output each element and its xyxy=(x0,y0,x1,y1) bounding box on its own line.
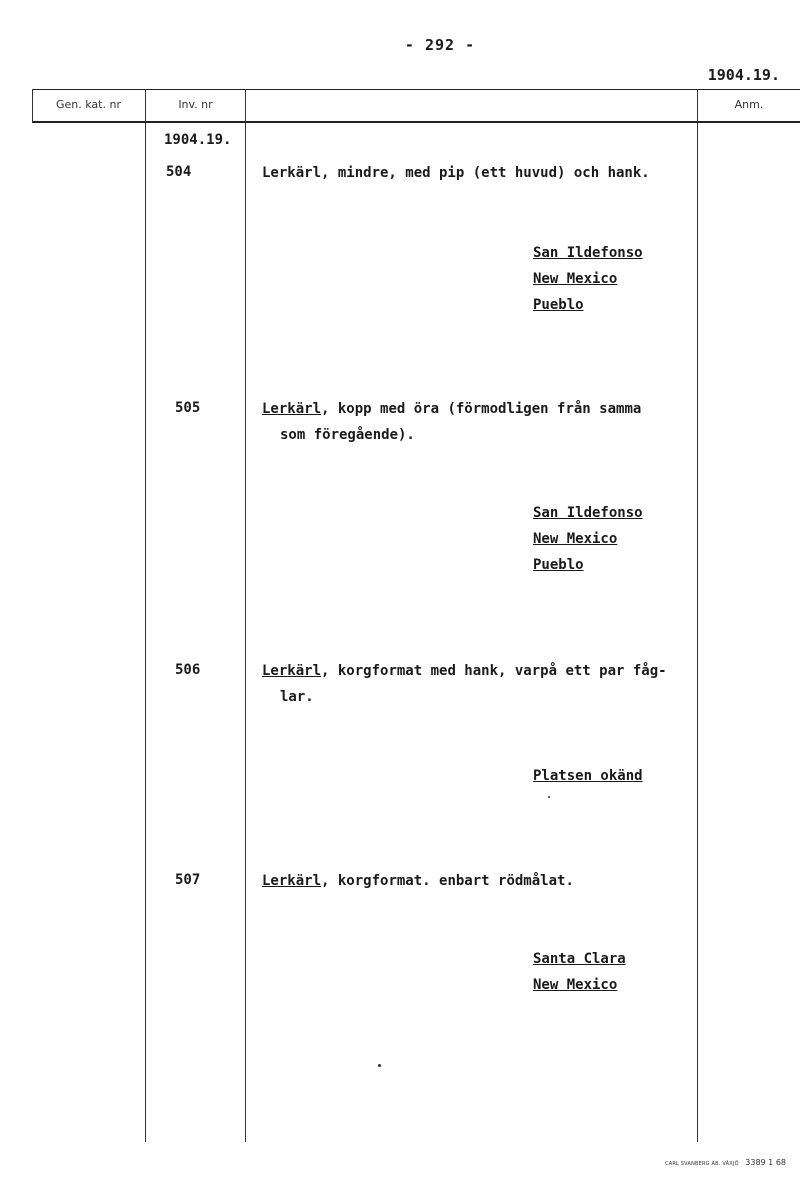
entry-text: , korgformat med hank, varpå ett par fåg- xyxy=(321,663,667,679)
place-line: Pueblo xyxy=(533,557,584,573)
column-header-anm: Anm. xyxy=(734,98,764,111)
entry-place xyxy=(533,946,626,998)
entry-text: Lerkärl, mindre, med pip (ett huvud) och hank. xyxy=(262,165,650,181)
entry-text: , korgformat. enbart rödmålat. xyxy=(321,873,574,889)
accession-header: 1904.19. xyxy=(707,66,780,84)
entry-text: , kopp med öra (förmodligen från samma xyxy=(321,401,642,417)
column-header-gen-kat: Gen. kat. nr xyxy=(56,98,121,111)
header-bottom-rule xyxy=(32,121,800,123)
entry-description xyxy=(262,868,692,894)
entry-place xyxy=(533,500,643,578)
inventory-number: 506 xyxy=(175,662,201,678)
column-rule-1 xyxy=(145,89,146,1142)
entry-place xyxy=(533,240,643,318)
entry-term: Lerkärl xyxy=(262,873,322,889)
printer-footer xyxy=(665,1158,786,1167)
place-line: San Ildefonso xyxy=(533,505,643,521)
printer-name: CARL SVANBERG AB. VÄXJÖ xyxy=(665,1161,739,1167)
entry-description xyxy=(262,160,692,186)
place-line: New Mexico xyxy=(533,531,618,547)
column-header-inv: Inv. nr xyxy=(178,98,213,111)
accession-number: 1904.19. xyxy=(164,132,232,148)
place-line: Santa Clara xyxy=(533,951,626,967)
page-number: - 292 - xyxy=(404,36,476,54)
header-top-rule xyxy=(32,89,800,90)
inventory-number: 505 xyxy=(175,400,201,416)
place-line: Pueblo xyxy=(533,297,584,313)
scan-speck xyxy=(548,796,550,798)
entry-description xyxy=(262,658,692,710)
inventory-number: 504 xyxy=(166,164,192,180)
inventory-number: 507 xyxy=(175,872,201,888)
place-line: New Mexico xyxy=(533,977,618,993)
scan-speck xyxy=(378,1064,381,1067)
entry-term: Lerkärl xyxy=(262,401,322,417)
place-line: San Ildefonso xyxy=(533,245,643,261)
entry-description xyxy=(262,396,692,448)
entry-continuation: som föregående). xyxy=(280,427,415,443)
entry-continuation: lar. xyxy=(280,689,314,705)
place-line: Platsen okänd xyxy=(533,768,643,784)
entry-place xyxy=(533,763,643,789)
entry-term: Lerkärl xyxy=(262,663,322,679)
column-rule-2 xyxy=(245,89,246,1142)
form-code: 3389 1 68 xyxy=(745,1158,786,1167)
place-line: New Mexico xyxy=(533,271,618,287)
column-rule-3 xyxy=(697,89,698,1142)
